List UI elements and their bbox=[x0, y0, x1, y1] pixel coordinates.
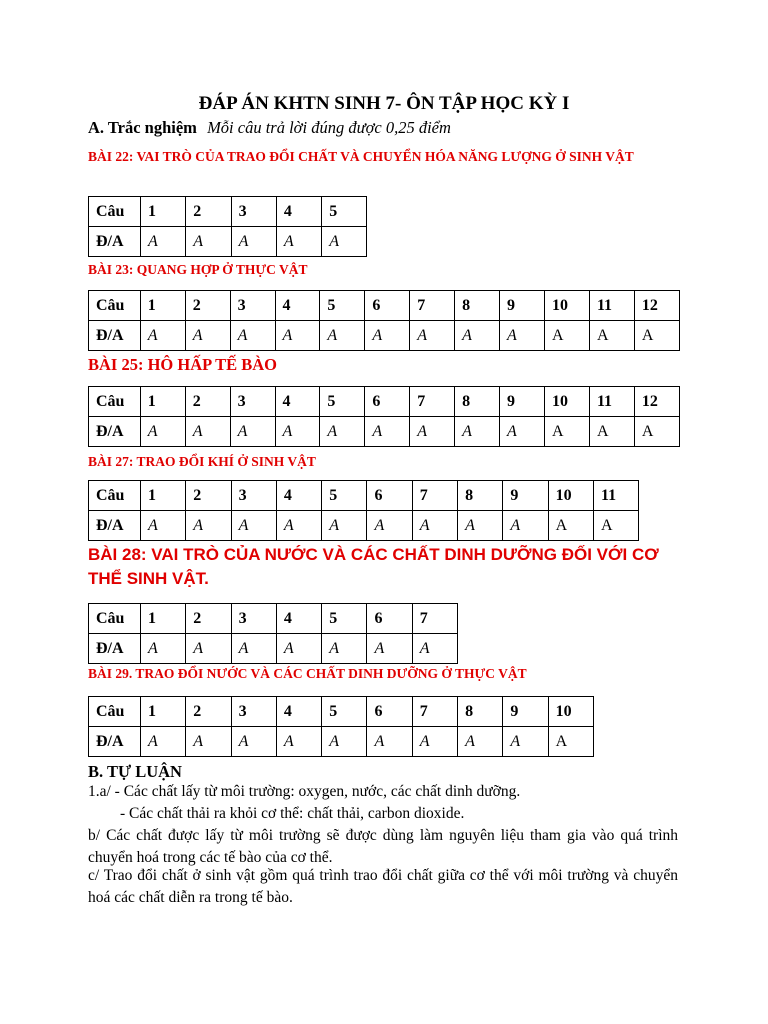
answer-row bbox=[89, 321, 680, 351]
question-cell: 10 bbox=[548, 697, 593, 727]
question-cell: 1 bbox=[141, 604, 186, 634]
section-a-note: Mỗi câu trả lời đúng được 0,25 điểm bbox=[207, 118, 451, 137]
question-cell: 5 bbox=[322, 481, 367, 511]
question-cell: 3 bbox=[231, 604, 276, 634]
question-cell: 8 bbox=[455, 387, 500, 417]
answer-table-27 bbox=[88, 480, 639, 541]
answer-cell: A bbox=[548, 511, 593, 541]
page-title: ĐÁP ÁN KHTN SINH 7- ÔN TẬP HỌC KỲ I bbox=[198, 93, 570, 114]
answer-cell: A bbox=[276, 511, 321, 541]
answer-cell: A bbox=[548, 727, 593, 757]
answer-row-label: Đ/A bbox=[89, 727, 141, 757]
question-cell: 5 bbox=[322, 697, 367, 727]
question-cell: 9 bbox=[500, 387, 545, 417]
answer-row-label: Đ/A bbox=[89, 417, 141, 447]
answer-table-22 bbox=[88, 196, 367, 257]
answer-cell: A bbox=[320, 321, 365, 351]
question-row-label: Câu bbox=[89, 604, 141, 634]
answer-table-28 bbox=[88, 603, 458, 664]
question-cell: 5 bbox=[320, 291, 365, 321]
answer-cell: A bbox=[410, 417, 455, 447]
question-cell: 9 bbox=[503, 697, 548, 727]
question-cell: 8 bbox=[458, 697, 503, 727]
question-cell: 10 bbox=[548, 481, 593, 511]
question-row-label: Câu bbox=[89, 197, 141, 227]
answer-cell: A bbox=[322, 727, 367, 757]
question-row bbox=[89, 197, 367, 227]
essay-paragraph-b: b/ Các chất được lấy từ môi trường sẽ được dùng làm nguyên liệu tham gia vào quá trình chuyển hoá trong các tế bào của cơ thể. bbox=[88, 827, 678, 866]
question-cell: 6 bbox=[367, 604, 412, 634]
question-cell: 12 bbox=[634, 387, 679, 417]
question-cell: 10 bbox=[544, 387, 589, 417]
question-cell: 4 bbox=[276, 604, 321, 634]
answer-cell: A bbox=[275, 417, 320, 447]
essay-paragraph-c: c/ Trao đổi chất ở sinh vật gồm quá trình trao đổi chất giữa cơ thể với môi trường và chuyển hoá các chất diễn ra trong tế bào. bbox=[88, 867, 678, 906]
answer-row bbox=[89, 227, 367, 257]
question-cell: 7 bbox=[412, 697, 457, 727]
question-cell: 10 bbox=[544, 291, 589, 321]
question-cell: 2 bbox=[185, 291, 230, 321]
answer-cell: A bbox=[186, 511, 231, 541]
lesson-heading-22: BÀI 22: VAI TRÒ CỦA TRAO ĐỔI CHẤT VÀ CHUYỂN HÓA NĂNG LƯỢNG Ở SINH VẬT bbox=[88, 149, 634, 164]
answer-cell: A bbox=[458, 727, 503, 757]
answer-cell: A bbox=[186, 634, 231, 664]
answer-cell: A bbox=[634, 417, 679, 447]
answer-cell: A bbox=[320, 417, 365, 447]
question-cell: 5 bbox=[322, 604, 367, 634]
answer-cell: A bbox=[365, 321, 410, 351]
answer-cell: A bbox=[367, 511, 412, 541]
answer-cell: A bbox=[503, 511, 548, 541]
answer-cell: A bbox=[230, 417, 275, 447]
answer-row bbox=[89, 511, 639, 541]
question-cell: 4 bbox=[275, 291, 320, 321]
lesson-heading-23: BÀI 23: QUANG HỢP Ở THỰC VẬT bbox=[88, 262, 308, 277]
answer-cell: A bbox=[322, 227, 367, 257]
question-cell: 7 bbox=[410, 291, 455, 321]
answer-table-23 bbox=[88, 290, 680, 351]
question-cell: 7 bbox=[412, 481, 457, 511]
answer-cell: A bbox=[276, 634, 321, 664]
answer-cell: A bbox=[412, 727, 457, 757]
answer-cell: A bbox=[231, 227, 276, 257]
question-cell: 5 bbox=[320, 387, 365, 417]
answer-cell: A bbox=[634, 321, 679, 351]
answer-cell: A bbox=[500, 417, 545, 447]
question-cell: 11 bbox=[593, 481, 638, 511]
lesson-heading-28: BÀI 28: VAI TRÒ CỦA NƯỚC VÀ CÁC CHẤT DINH DƯỠNG ĐỐI VỚI CƠ THỂ SINH VẬT. bbox=[88, 545, 659, 588]
question-cell: 2 bbox=[186, 604, 231, 634]
answer-cell: A bbox=[455, 417, 500, 447]
answer-cell: A bbox=[410, 321, 455, 351]
question-cell: 6 bbox=[365, 291, 410, 321]
answer-cell: A bbox=[503, 727, 548, 757]
answer-cell: A bbox=[185, 321, 230, 351]
answer-cell: A bbox=[141, 227, 186, 257]
question-cell: 9 bbox=[503, 481, 548, 511]
lesson-heading-25: BÀI 25: HÔ HẤP TẾ BÀO bbox=[88, 355, 278, 374]
question-cell: 8 bbox=[455, 291, 500, 321]
answer-cell: A bbox=[140, 417, 185, 447]
answer-cell: A bbox=[365, 417, 410, 447]
answer-row-label: Đ/A bbox=[89, 321, 141, 351]
question-row bbox=[89, 291, 680, 321]
section-a-label: A. Trắc nghiệm bbox=[88, 118, 197, 137]
answer-cell: A bbox=[231, 634, 276, 664]
question-row-label: Câu bbox=[89, 481, 141, 511]
question-cell: 4 bbox=[276, 481, 321, 511]
essay-line-1a-waste: - Các chất thải ra khỏi cơ thể: chất thải, carbon dioxide. bbox=[120, 805, 465, 822]
answer-row bbox=[89, 634, 458, 664]
question-cell: 12 bbox=[634, 291, 679, 321]
answer-cell: A bbox=[231, 511, 276, 541]
question-cell: 6 bbox=[367, 697, 412, 727]
question-cell: 1 bbox=[141, 697, 186, 727]
question-row-label: Câu bbox=[89, 291, 141, 321]
question-cell: 2 bbox=[186, 697, 231, 727]
answer-cell: A bbox=[276, 727, 321, 757]
question-cell: 3 bbox=[231, 697, 276, 727]
question-cell: 6 bbox=[367, 481, 412, 511]
answer-row bbox=[89, 727, 594, 757]
question-cell: 7 bbox=[410, 387, 455, 417]
question-cell: 3 bbox=[231, 197, 276, 227]
answer-cell: A bbox=[141, 634, 186, 664]
question-cell: 5 bbox=[322, 197, 367, 227]
section-a-heading bbox=[88, 118, 451, 138]
answer-cell: A bbox=[322, 511, 367, 541]
answer-cell: A bbox=[544, 321, 589, 351]
question-cell: 2 bbox=[186, 197, 231, 227]
question-row bbox=[89, 387, 680, 417]
question-cell: 3 bbox=[230, 387, 275, 417]
question-cell: 11 bbox=[589, 291, 634, 321]
answer-row-label: Đ/A bbox=[89, 634, 141, 664]
answer-cell: A bbox=[367, 727, 412, 757]
answer-cell: A bbox=[367, 634, 412, 664]
answer-table-29 bbox=[88, 696, 594, 757]
question-cell: 4 bbox=[276, 697, 321, 727]
lesson-heading-29: BÀI 29. TRAO ĐỔI NƯỚC VÀ CÁC CHẤT DINH DƯỠNG Ở THỰC VẬT bbox=[88, 666, 527, 681]
question-cell: 1 bbox=[140, 387, 185, 417]
answer-row-label: Đ/A bbox=[89, 227, 141, 257]
question-cell: 3 bbox=[230, 291, 275, 321]
answer-row-label: Đ/A bbox=[89, 511, 141, 541]
answer-cell: A bbox=[500, 321, 545, 351]
lesson-heading-27: BÀI 27: TRAO ĐỔI KHÍ Ở SINH VẬT bbox=[88, 454, 316, 469]
answer-cell: A bbox=[141, 511, 186, 541]
answer-cell: A bbox=[589, 417, 634, 447]
question-cell: 1 bbox=[140, 291, 185, 321]
question-cell: 4 bbox=[275, 387, 320, 417]
answer-cell: A bbox=[455, 321, 500, 351]
answer-cell: A bbox=[276, 227, 321, 257]
answer-cell: A bbox=[140, 321, 185, 351]
question-cell: 3 bbox=[231, 481, 276, 511]
question-cell: 1 bbox=[141, 481, 186, 511]
section-b-heading: B. TỰ LUẬN bbox=[88, 762, 182, 781]
answer-cell: A bbox=[231, 727, 276, 757]
question-cell: 8 bbox=[458, 481, 503, 511]
essay-line-1a: 1.a/ - Các chất lấy từ môi trường: oxygen, nước, các chất dinh dưỡng. bbox=[88, 783, 521, 800]
question-cell: 1 bbox=[141, 197, 186, 227]
answer-cell: A bbox=[412, 511, 457, 541]
answer-cell: A bbox=[544, 417, 589, 447]
answer-cell: A bbox=[589, 321, 634, 351]
answer-cell: A bbox=[593, 511, 638, 541]
answer-cell: A bbox=[412, 634, 457, 664]
answer-cell: A bbox=[322, 634, 367, 664]
question-cell: 9 bbox=[500, 291, 545, 321]
question-cell: 4 bbox=[276, 197, 321, 227]
answer-row bbox=[89, 417, 680, 447]
answer-cell: A bbox=[186, 227, 231, 257]
answer-cell: A bbox=[230, 321, 275, 351]
question-row-label: Câu bbox=[89, 387, 141, 417]
question-row bbox=[89, 604, 458, 634]
answer-cell: A bbox=[141, 727, 186, 757]
question-cell: 7 bbox=[412, 604, 457, 634]
question-cell: 2 bbox=[186, 481, 231, 511]
question-row bbox=[89, 697, 594, 727]
question-cell: 6 bbox=[365, 387, 410, 417]
answer-cell: A bbox=[185, 417, 230, 447]
question-cell: 11 bbox=[589, 387, 634, 417]
answer-table-25 bbox=[88, 386, 680, 447]
answer-cell: A bbox=[275, 321, 320, 351]
question-cell: 2 bbox=[185, 387, 230, 417]
answer-cell: A bbox=[186, 727, 231, 757]
answer-cell: A bbox=[458, 511, 503, 541]
question-row bbox=[89, 481, 639, 511]
question-row-label: Câu bbox=[89, 697, 141, 727]
